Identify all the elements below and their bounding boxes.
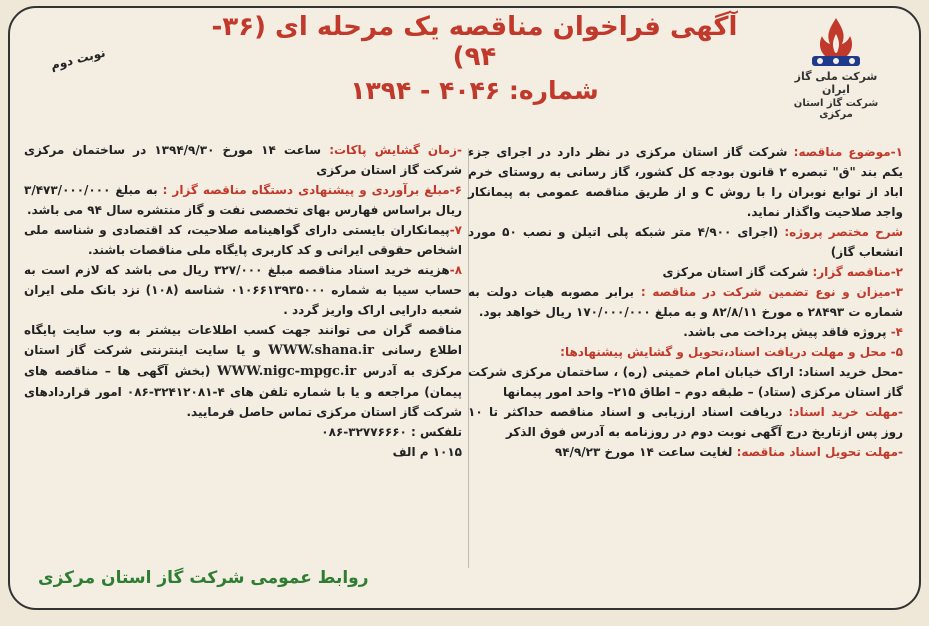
section-info-body-a: مناقصه گران می توانند جهت کسب اطلاعات بیشتر به وب سایت پایگاه اطلاع رسانی [24,323,462,357]
section-estimate-body: به مبلغ ۳/۴۷۳/۰۰۰/۰۰۰ ریال براساس فهارس بهای تخصصی نفت و گاز منتشره سال ۹۴ می باشد. [24,183,462,217]
section-prepayment-head: ۴- [890,325,903,339]
section-purchase-deadline-body: دریافت اسناد ارزیابی و اسناد مناقصه حداکثر تا ۱۰ روز پس ازتاریخ درج آگهی نوبت دوم در روزنامه به آدرس فوق الذکر [468,405,903,439]
section-guarantee [468,282,903,322]
section-purchase-deadline-head: -مهلت خرید اسناد: [788,405,904,419]
section-qualification [24,220,462,260]
section-project [468,222,903,262]
section-qualification-body: پیمانکاران بایستی دارای گواهینامه صلاحیت، کد اقتصادی و شناسه ملی اشخاص حقوقی ایرانی و کد کاربری پایگاه ملی مناقصات باشند. [24,223,462,257]
nigc-link[interactable]: WWW.nigc-mpgc.ir [216,364,357,379]
section-opening-body: ساعت ۱۴ مورخ ۱۳۹۴/۹/۳۰ در ساختمان مرکزی شرکت گاز استان مرکزی [24,143,462,177]
ad-title [190,12,759,105]
second-round-badge: نوبت دوم [49,45,107,73]
company-logo [781,16,891,120]
shana-link[interactable]: WWW.shana.ir [268,343,374,358]
section-tenderer [468,262,903,282]
left-column [24,140,462,462]
section-delivery-deadline [468,442,903,462]
advertisement-page [8,6,921,610]
footer-public-relations: روابط عمومی شرکت گاز استان مرکزی [38,568,369,588]
section-qualification-head: ۷- [449,223,462,237]
title-line-2: شماره: ۴۰۴۶ - ۱۳۹۴ [350,76,599,105]
gas-flame-icon [804,16,868,68]
section-delivery-deadline-head: -مهلت تحویل اسناد مناقصه: [736,445,903,459]
section-delivery-deadline-body: لغایت ساعت ۱۴ مورخ ۹۴/۹/۲۳ [554,445,737,459]
section-prepayment [468,322,903,342]
section-guarantee-body: برابر مصوبه هیات دولت به شماره ت ۲۸۴۹۳ ه مورخ ۸۲/۸/۱۱ و به مبلغ ۱۷۰/۰۰۰/۰۰۰ ریال خواهد بود. [468,285,903,319]
section-documents-body: -محل خرید اسناد: اراک خیابان امام خمینی (ره) ، ساختمان مرکزی شرکت گاز استان مرکزی (ستاد) – طبقه دوم – اطاق ۲۱۵– واحد امور پیمانها [468,365,903,399]
section-fee-body: هزینه خرید اسناد مناقصه مبلغ ۳۲۷/۰۰۰ ریال می باشد که لازم است به حساب سیبا به شماره ۰۱۰۶۶۱۳۹۳۵۰۰۰ شناسه (۱۰۸) نزد بانک ملی ایران شعبه دارایی اراک واریز گردد . [24,263,462,317]
fax-line: تلفکس : ۳۲۷۷۶۶۶۰-۰۸۶ [321,425,462,439]
section-estimate-head: ۶-مبلغ برآوردی و پیشنهادی دستگاه مناقصه گزار : [162,183,462,197]
section-prepayment-body: پروژه فاقد پیش پرداخت می باشد. [683,325,891,339]
section-info-body-c: (بخش آگهی ها – مناقصه های پیمان) مراجعه و یا با شماره تلفن های ۴-۳۲۴۱۲۰۸۱-۰۸۶ امور قراردادهای شرکت گاز استان مرکزی تماس حاصل فرمایید. [24,364,462,419]
right-column [468,142,903,462]
logo-company-text: شرکت گاز استان مرکزی [793,98,879,120]
section-fee [24,260,462,320]
section-info-body-b: و یا سایت اینترنتی شرکت گاز استان مرکزی به آدرس [24,343,462,378]
title-line-1: آگهی فراخوان مناقصه یک مرحله ای (۳۶- ۹۴) [211,12,738,72]
section-tenderer-head: ۲-مناقصه گزار: [812,265,903,279]
section-tenderer-body: شرکت گاز استان مرکزی [662,265,813,279]
reference-code: ۱۰۱۵ م الف [392,445,462,459]
section-subject [468,142,903,222]
section-fee-head: ۸- [449,263,463,277]
section-subject-body: شرکت گاز استان مرکزی در نظر دارد در اجرای جزء یکم بند "ق" تبصره ۲ قانون بودجه کل کشور، گاز رسانی به روستای خرم اباد از توابع نوبران را با روش C و از طریق مناقصه عمومی به پیمانکار واجد صلاحیت واگذار نماید. [468,145,904,219]
section-info [24,320,462,422]
section-guarantee-head: ۳-میزان و نوع تضمین شرکت در مناقصه : [640,285,903,299]
section-opening-head: -زمان گشایش پاکات: [329,143,462,157]
section-estimate [24,180,462,220]
section-opening [24,140,462,180]
section-subject-head: ۱-موضوع مناقصه: [793,145,903,159]
section-purchase-deadline [468,402,903,442]
section-documents [468,342,903,402]
logo-brand-text: شرکت ملی گاز ایران [794,70,878,96]
section-project-head: شرح مختصر پروژه: [784,225,903,239]
section-project-body: (اجرای ۴/۹۰۰ متر شبکه پلی اتیلن و نصب ۵۰ مورد انشعاب گاز) [468,225,903,259]
section-documents-head: ۵- محل و مهلت دریافت اسناد،تحویل و گشایش پیشنهادها: [560,345,903,359]
